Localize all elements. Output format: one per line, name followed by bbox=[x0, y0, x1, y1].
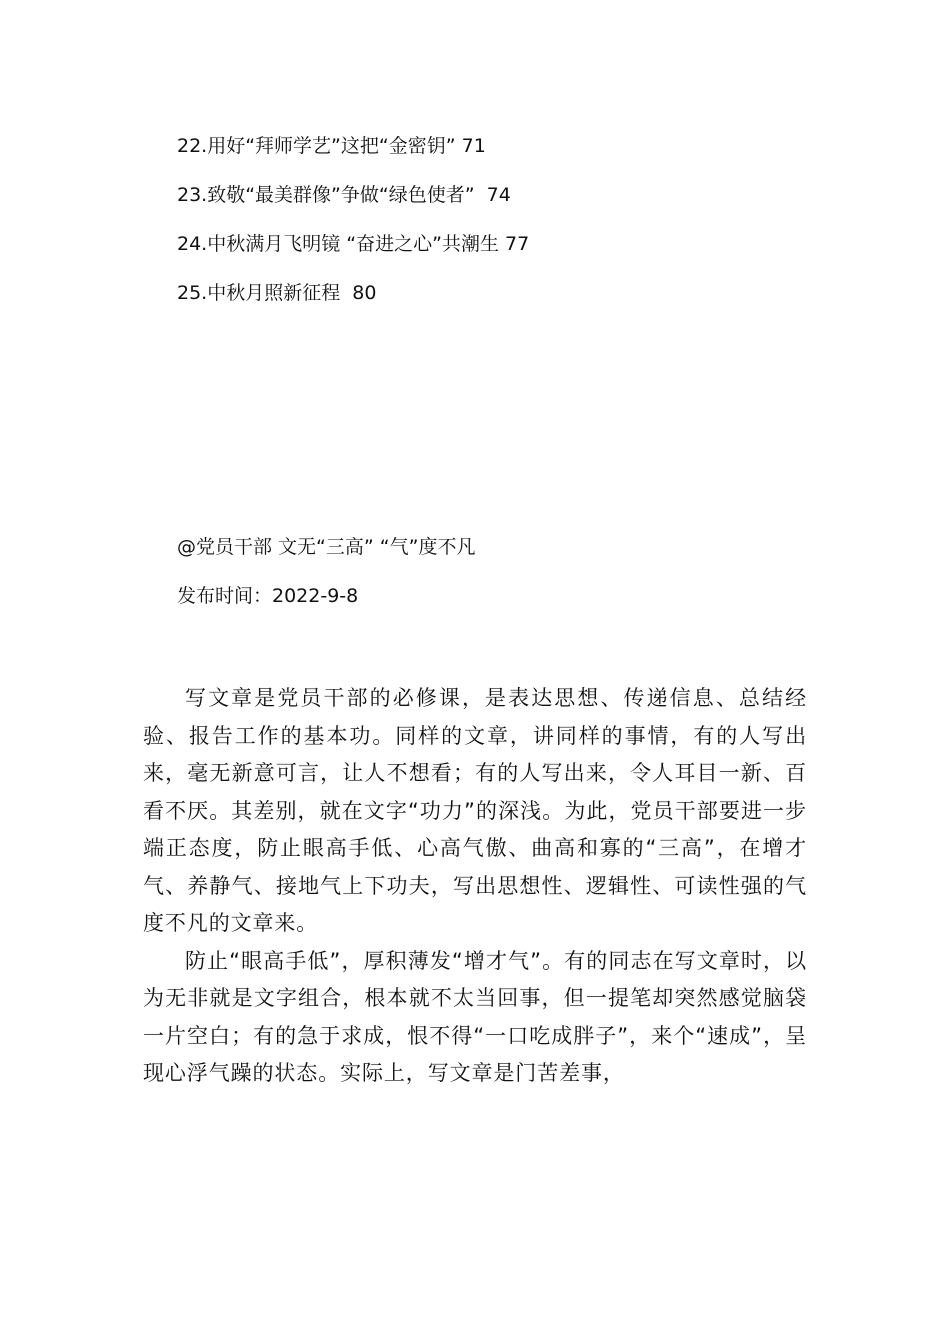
toc-entry: 22.用好“拜师学艺”这把“金密钥” 71 bbox=[177, 135, 486, 157]
article-title: @党员干部 文无“三高” “气”度不凡 bbox=[177, 536, 476, 558]
toc-entry: 25.中秋月照新征程 80 bbox=[177, 282, 377, 304]
toc-entry: 24.中秋满月飞明镜 “奋进之心”共潮生 77 bbox=[177, 233, 530, 255]
toc-entry: 23.致敬“最美群像”争做“绿色使者” 74 bbox=[177, 184, 511, 206]
table-of-contents bbox=[177, 134, 817, 330]
article-header bbox=[177, 535, 817, 633]
article-body bbox=[143, 680, 807, 1093]
paragraph: 防止“眼高手低”，厚积薄发“增才气”。有的同志在写文章时，以为无非就是文字组合，根本就不太当回事，但一提笔却突然感觉脑袋一片空白；有的急于求成，恨不得“一口吃成胖子”，来个“速成”，呈现心浮气躁的状态。实际上，写文章是门苦差事， bbox=[143, 948, 807, 1085]
publish-time: 发布时间：2022-9-8 bbox=[177, 585, 359, 607]
paragraph: 写文章是党员干部的必修课，是表达思想、传递信息、总结经验、报告工作的基本功。同样的文章，讲同样的事情，有的人写出来，毫无新意可言，让人不想看；有的人写出来，令人耳目一新、百看不厌。其差别，就在文字“功力”的深浅。为此，党员干部要进一步端正态度，防止眼高手低、心高气傲、曲高和寡的“三高”，在增才气、养静气、接地气上下功夫，写出思想性、逻辑性、可读性强的气度不凡的文章来。 bbox=[143, 686, 807, 935]
